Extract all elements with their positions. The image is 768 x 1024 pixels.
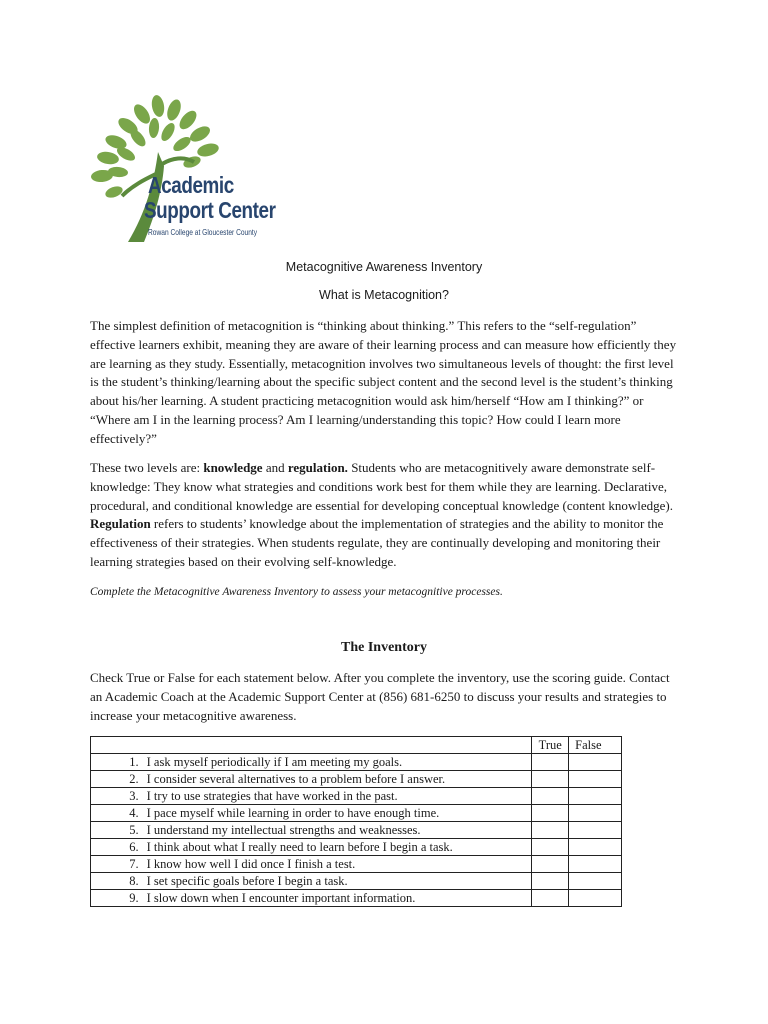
row-number: 6. (91, 839, 147, 856)
true-checkbox-cell[interactable] (532, 805, 569, 822)
row-statement: I ask myself periodically if I am meeting my goals. (147, 754, 532, 771)
row-number: 5. (91, 822, 147, 839)
row-number: 4. (91, 805, 147, 822)
row-statement: I consider several alternatives to a problem before I answer. (147, 771, 532, 788)
section-heading-metacognition: What is Metacognition? (319, 288, 449, 302)
inventory-table (90, 736, 622, 907)
row-number: 1. (91, 754, 147, 771)
inventory-instructions: Check True or False for each statement below. After you complete the inventory, use the scoring guide. Contact an Academic Coach at the Academic Support Center at (856) 681-6250 to discuss your results and strategies to increase your metacognitive awareness. (90, 670, 670, 723)
knowledge-term: knowledge (203, 460, 263, 475)
false-checkbox-cell[interactable] (569, 839, 622, 856)
false-checkbox-cell[interactable] (569, 822, 622, 839)
table-row (91, 890, 622, 907)
row-number: 2. (91, 771, 147, 788)
levels-paragraph (90, 459, 680, 572)
row-statement: I understand my intellectual strengths and weaknesses. (147, 822, 532, 839)
false-checkbox-cell[interactable] (569, 771, 622, 788)
academic-support-center-logo (88, 92, 278, 252)
row-statement: I set specific goals before I begin a task. (147, 873, 532, 890)
header-true: True (532, 737, 569, 754)
true-checkbox-cell[interactable] (532, 754, 569, 771)
true-checkbox-cell[interactable] (532, 856, 569, 873)
true-checkbox-cell[interactable] (532, 839, 569, 856)
row-statement: I know how well I did once I finish a test. (147, 856, 532, 873)
instruction-note: Complete the Metacognitive Awareness Inventory to assess your metacognitive processes. (90, 586, 503, 598)
table-row (91, 856, 622, 873)
levels-body-text-2: refers to students’ knowledge about the implementation of strategies and the ability to monitor the effectiveness of their strategies. When students regulate, they are continually developing and monitoring their learning strategies based on their evolving self-knowledge. (90, 516, 664, 569)
true-checkbox-cell[interactable] (532, 788, 569, 805)
page-title: Metacognitive Awareness Inventory (285, 260, 483, 274)
row-number: 7. (91, 856, 147, 873)
table-row (91, 788, 622, 805)
row-statement: I think about what I really need to learn before I begin a task. (147, 839, 532, 856)
header-statement-cell (91, 737, 532, 754)
false-checkbox-cell[interactable] (569, 873, 622, 890)
regulation-term-2: Regulation (90, 516, 151, 532)
false-checkbox-cell[interactable] (569, 788, 622, 805)
false-checkbox-cell[interactable] (569, 754, 622, 771)
table-row (91, 822, 622, 839)
row-number: 8. (91, 873, 147, 890)
table-row (91, 839, 622, 856)
true-checkbox-cell[interactable] (532, 822, 569, 839)
false-checkbox-cell[interactable] (569, 890, 622, 907)
true-checkbox-cell[interactable] (532, 771, 569, 788)
true-checkbox-cell[interactable] (532, 890, 569, 907)
section-heading-inventory: The Inventory (341, 640, 427, 655)
regulation-term: regulation. (287, 460, 348, 475)
logo-text-college: Rowan College at Gloucester County (148, 227, 258, 237)
levels-body-text-1: Students who are metacognitively aware demonstrate self-knowledge: They know what strategies and conditions work best for them while they are learning. Declarative, procedural, and conditional knowledge are essential for developing conceptual knowledge (content knowledge). (90, 460, 673, 513)
table-header-row (91, 737, 622, 754)
row-statement: I slow down when I encounter important information. (147, 890, 532, 907)
definition-paragraph: The simplest definition of metacognition is “thinking about thinking.” This refers to the “self-regulation” effective learners exhibit, meaning they are aware of their learning process and can measure how efficiently they are learning as they study. Essentially, metacognition involves two simultaneous levels of thought: the first level is the student’s thinking/learning about the specific subject content and the second level is the student’s thinking about his/her learning. A student practicing metacognition would ask him/herself “How am I thinking?” or “Where am I in the learning process? Am I learning/understanding this topic? How could I learn more effectively?” (90, 318, 677, 446)
levels-and-text: and (262, 460, 288, 475)
levels-intro-text: These two levels are: (90, 460, 204, 475)
row-number: 9. (91, 890, 147, 907)
table-row (91, 873, 622, 890)
logo-text-support-center: Support Center (144, 197, 276, 223)
table-row (91, 754, 622, 771)
row-number: 3. (91, 788, 147, 805)
logo-text-academic: Academic (148, 172, 234, 198)
false-checkbox-cell[interactable] (569, 805, 622, 822)
header-false: False (569, 737, 622, 754)
row-statement: I try to use strategies that have worked in the past. (147, 788, 532, 805)
false-checkbox-cell[interactable] (569, 856, 622, 873)
table-row (91, 771, 622, 788)
true-checkbox-cell[interactable] (532, 873, 569, 890)
table-row (91, 805, 622, 822)
row-statement: I pace myself while learning in order to have enough time. (147, 805, 532, 822)
